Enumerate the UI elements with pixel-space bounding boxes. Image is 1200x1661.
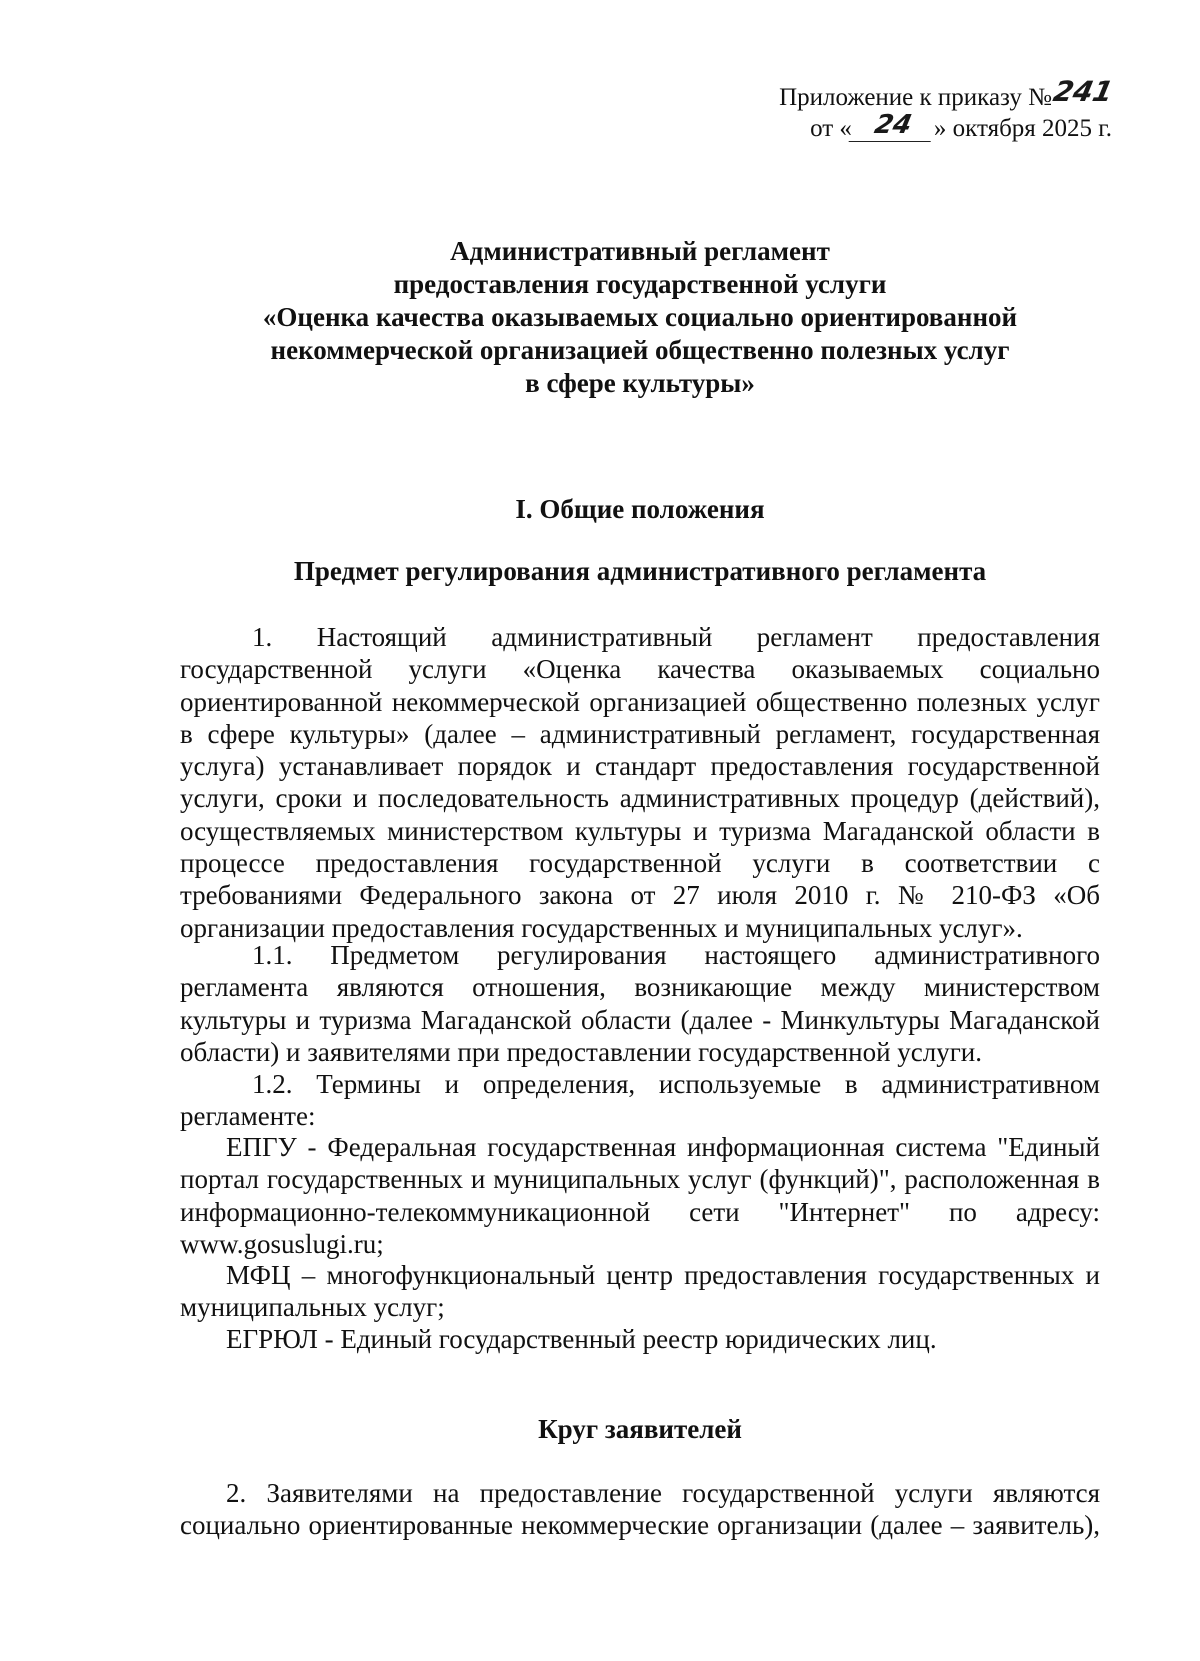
date-suffix: » октября 2025 г. <box>933 115 1112 142</box>
appendix-line-order <box>779 75 1116 113</box>
handwritten-order-number: 241 <box>1050 75 1116 108</box>
section-heading: I. Общие положения <box>515 494 765 524</box>
definition-mfc <box>180 1259 1100 1324</box>
definition-epgu <box>180 1131 1100 1260</box>
definition-egrul <box>180 1323 1100 1355</box>
paragraph-1-2 <box>180 1068 1100 1133</box>
paragraph-1-1 <box>180 939 1100 1068</box>
paragraph-1-1-text: 1.1. Предметом регулирования настоящего административного регламента являются отношения, возникающие между министерством культуры и туризма Магаданской области (далее - Минкультуры Магаданской области) и заявителями при предоставлении государственной услуги. <box>180 940 1100 1067</box>
paragraph-2-text: 2. Заявителями на предоставление государственной услуги являются социально ориентированные некоммерческие организации (далее – заявитель), <box>180 1478 1100 1541</box>
definition-epgu-text: ЕПГУ - Федеральная государственная информационная система "Единый портал государственных и муниципальных услуг (функций)", расположенная в информационно-телекоммуникационной сети "Интернет" по адресу: www.gosuslugi.ru; <box>180 1132 1100 1259</box>
paragraph-1-text: 1. Настоящий административный регламент предоставления государственной услуги «Оценка качества оказываемых социально ориентированной некоммерческой организацией общественно полезных услуг в сфере культуры» (далее – административный регламент, государственная услуга) устанавливает порядок и стандарт предоставления государственной услуги, сроки и последовательность административных процедур (действий), осуществляемых министерством культуры и туризма Магаданской области в процессе предоставления государственной услуги в соответствии с требованиями Федерального закона от 27 июля 2010 г. № 210-ФЗ «Об организации предоставления государственных и муниципальных услуг». <box>180 622 1100 943</box>
appendix-line-date <box>779 110 1112 145</box>
definition-mfc-text: МФЦ – многофункциональный центр предоставления государственных и муниципальных услуг; <box>180 1260 1100 1323</box>
paragraph-1-2-text: 1.2. Термины и определения, используемые в административном регламенте: <box>180 1069 1100 1132</box>
title-line: предоставления государственной услуги <box>393 269 887 299</box>
title-line: в сфере культуры» <box>525 368 755 398</box>
paragraph-1 <box>180 621 1100 944</box>
definition-egrul-text: ЕГРЮЛ - Единый государственный реестр юридических лиц. <box>226 1324 937 1354</box>
title-line: некоммерческой организацией общественно полезных услуг <box>270 335 1010 365</box>
title-line: Административный регламент <box>450 236 830 266</box>
subsection-heading: Предмет регулирования административного регламента <box>293 556 987 586</box>
appendix-prefix: Приложение к приказу № <box>779 84 1052 111</box>
title-line: «Оценка качества оказываемых социально ориентированной <box>262 302 1018 332</box>
paragraph-2 <box>180 1477 1100 1542</box>
document-title <box>180 235 1100 400</box>
appendix-header <box>779 75 1116 145</box>
handwritten-order-day: 24 <box>849 110 938 142</box>
applicants-heading: Круг заявителей <box>538 1414 742 1444</box>
date-prefix: от « <box>810 115 852 142</box>
